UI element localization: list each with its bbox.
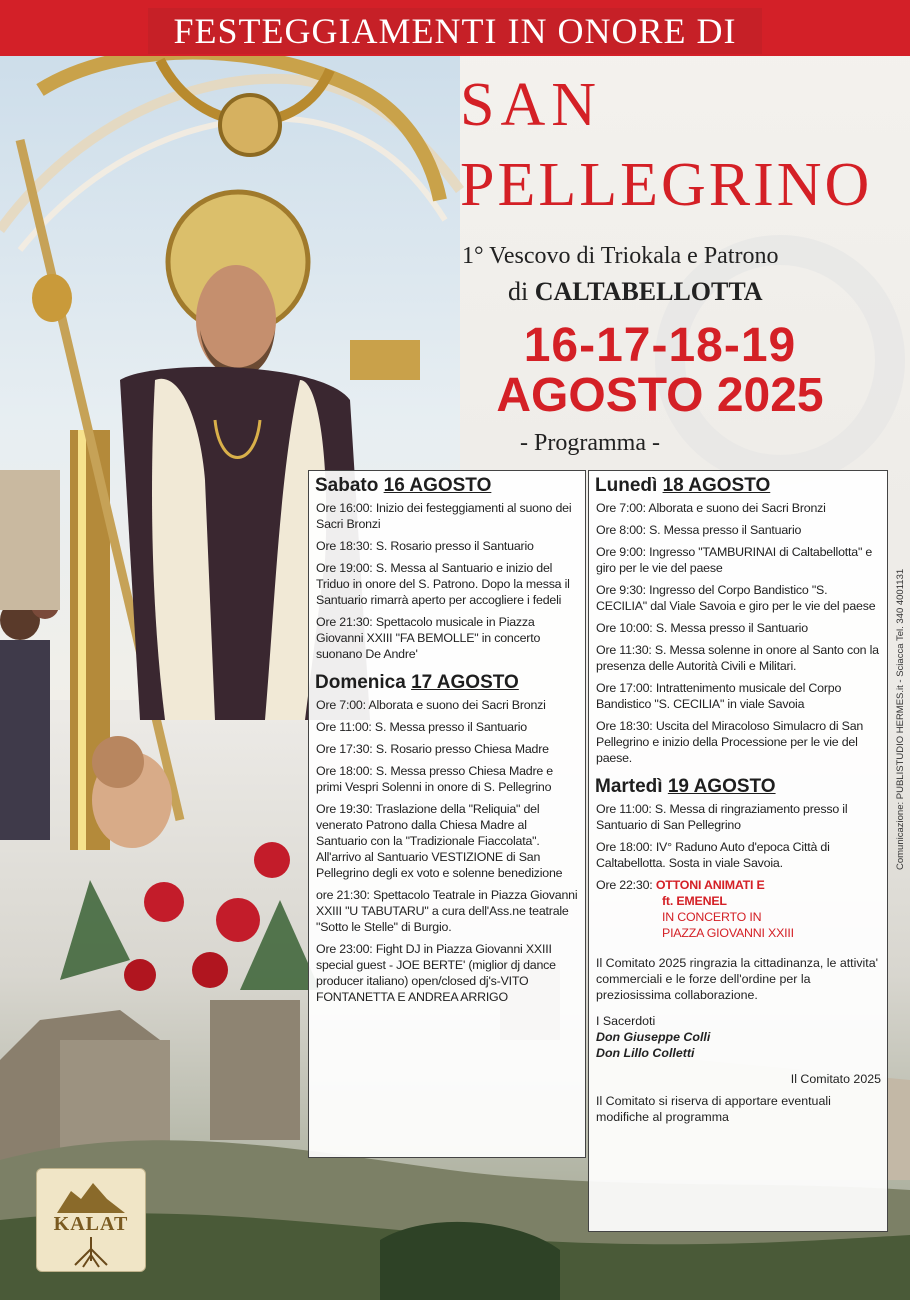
program-right-column [588, 470, 888, 1232]
event-time: Ore 19:30: [316, 802, 373, 816]
event-description: S. Messa presso il Santuario [374, 720, 527, 734]
event-description: Spettacolo musicale in Piazza Giovanni XXIII "FA BEMOLLE" in concerto suonano De Andre' [316, 615, 541, 661]
event-description: S. Messa presso il Santuario [649, 523, 802, 537]
event-description: S. Messa di ringraziamento presso il Santuario di San Pellegrino [596, 802, 848, 832]
highlight-line2: ft. EMENEL [662, 894, 727, 908]
sacerdoti-label: I Sacerdoti [596, 1014, 656, 1028]
event-highlight [596, 877, 881, 941]
highlight-line3: IN CONCERTO IN [662, 910, 762, 924]
event-description: S. Messa solenne in onore al Santo con la presenza delle Autorità Civili e Militari. [596, 643, 879, 673]
event-description: Spettacolo Teatrale in Piazza Giovanni XXIII "U TABUTARU" a cura dell'Ass.ne teatrale "Sotto le Stelle" di Burgio. [316, 888, 578, 934]
event-item [596, 500, 881, 516]
subtitle-town [508, 277, 763, 307]
highlight-line1: OTTONI ANIMATI E [655, 878, 765, 892]
event-item [596, 642, 881, 674]
event-description: Fight DJ in Piazza Giovanni XXIII special guest - JOE BERTE' (miglior dj dance producer italiano) open/closed dj's-VITO FONTANETTA E ANDREA ARRIGO [316, 942, 556, 1004]
event-time: Ore 18:30: [596, 719, 653, 733]
martedi-events [589, 801, 887, 871]
event-description: S. Rosario presso Chiesa Madre [375, 742, 549, 756]
event-description: S. Messa presso Chiesa Madre e primi Vespri Solenni in onore di S. Pellegrino [316, 764, 553, 794]
event-item [596, 544, 881, 576]
event-time: Ore 7:00: [316, 698, 366, 712]
event-item [316, 763, 579, 795]
thanks-note: Il Comitato 2025 ringrazia la cittadinanza, le attivita' commerciali e le forze dell'ordine per la preziosissima collaborazione. [596, 956, 878, 1002]
event-time: Ore 18:00: [596, 840, 653, 854]
programma-heading: - Programma - [520, 430, 660, 456]
event-item [316, 538, 579, 554]
event-item [316, 500, 579, 532]
event-time: Ore 18:30: [316, 539, 373, 553]
event-time: Ore 9:00: [596, 545, 646, 559]
event-time: Ore 17:30: [316, 742, 373, 756]
event-description: Ingresso "TAMBURINAI di Caltabellotta" e giro per le vie del paese [596, 545, 873, 575]
event-description: Ingresso del Corpo Bandistico "S. CECILIA" dal Viale Savoia e giro per le vie del paese [596, 583, 876, 613]
event-description: Alborata e suono dei Sacri Bronzi [368, 698, 546, 712]
event-item [596, 620, 881, 636]
title-san: SAN [460, 71, 603, 139]
event-time: Ore 10:00: [596, 621, 653, 635]
day-heading-lunedi [595, 475, 887, 497]
program-left-column [308, 470, 586, 1158]
event-item [316, 801, 579, 881]
subtitle-vescovo: 1° Vescovo di Triokala e Patrono [462, 243, 779, 269]
event-time: Ore 11:30: [596, 643, 652, 657]
event-time: Ore 22:30: [596, 878, 653, 892]
domenica-events [309, 697, 585, 1005]
event-time: Ore 18:00: [316, 764, 373, 778]
title-pellegrino: PELLEGRINO [460, 151, 873, 219]
festival-month-year: AGOSTO 2025 [496, 369, 824, 422]
event-item [596, 839, 881, 871]
banner-title: FESTEGGIAMENTI IN ONORE DI [173, 11, 737, 51]
event-item [596, 718, 881, 766]
event-item [316, 741, 579, 757]
event-description: Traslazione della "Reliquia" del venerato Patrono dalla Chiesa Madre al Santuario con la "Tradizionale Fiaccolata". All'arrivo al Santuario VESTIZIONE di San Pellegrino degli ex voto e solenne benedizione [316, 802, 563, 880]
day-heading-sabato [315, 475, 585, 497]
event-time: Ore 17:00: [596, 681, 653, 695]
subtitle-town-name: CALTABELLOTTA [534, 277, 763, 306]
event-description: Uscita del Miracoloso Simulacro di San Pellegrino e inizio della Processione per le vie del paese. [596, 719, 864, 765]
highlight-line4: PIAZZA GIOVANNI XXIII [662, 926, 794, 940]
sabato-events [309, 500, 585, 662]
event-description: S. Messa al Santuario e inizio del Triduo in onore del S. Patrono. Dopo la messa il Santuario rimarrà aperto per accogliere i fedeli [316, 561, 570, 607]
day-name: Sabato [315, 475, 379, 496]
event-item [596, 582, 881, 614]
event-item [316, 941, 579, 1005]
event-time: ore 21:30: [316, 888, 370, 902]
day-date: 18 AGOSTO [662, 475, 771, 496]
subtitle-prefix: di [508, 277, 529, 306]
event-time: Ore 21:30: [316, 615, 373, 629]
event-time: Ore 9:30: [596, 583, 646, 597]
event-item [596, 680, 881, 712]
lunedi-events [589, 500, 887, 766]
event-time: Ore 19:00: [316, 561, 373, 575]
day-heading-domenica [315, 672, 585, 694]
event-item [316, 719, 579, 735]
day-date: 16 AGOSTO [383, 475, 492, 496]
event-time: Ore 16:00: [316, 501, 373, 515]
event-description: Alborata e suono dei Sacri Bronzi [648, 501, 826, 515]
event-time: Ore 7:00: [596, 501, 646, 515]
event-description: S. Messa presso il Santuario [655, 621, 808, 635]
event-time: Ore 11:00: [316, 720, 372, 734]
event-item [316, 560, 579, 608]
event-description: Intrattenimento musicale del Corpo Bandistico "S. CECILIA" in viale Savoia [596, 681, 842, 711]
event-time: Ore 23:00: [316, 942, 373, 956]
committee-signature: Il Comitato 2025 [790, 1072, 881, 1086]
day-name: Lunedì [595, 475, 658, 496]
event-description: IV° Raduno Auto d'epoca Città di Caltabellotta. Sosta in viale Savoia. [596, 840, 830, 870]
priest-name: Don Lillo Colletti [596, 1046, 695, 1060]
day-heading-martedi [595, 776, 887, 798]
festival-dates: 16-17-18-19 [523, 319, 797, 372]
event-description: S. Rosario presso il Santuario [375, 539, 534, 553]
printer-credit: Comunicazione: PUBLISTUDIO HERMES.it - Sciacca Tel. 340 4001131 [895, 568, 906, 870]
kalat-logo [36, 1168, 146, 1272]
day-date: 19 AGOSTO [667, 776, 776, 797]
priest-name: Don Giuseppe Colli [596, 1030, 711, 1044]
logo-text: KALAT [53, 1213, 129, 1235]
event-time: Ore 11:00: [596, 802, 652, 816]
event-item [316, 697, 579, 713]
day-name: Domenica [315, 672, 406, 693]
day-name: Martedì [595, 776, 663, 797]
event-item [316, 614, 579, 662]
event-item [596, 522, 881, 538]
day-date: 17 AGOSTO [411, 672, 519, 693]
event-time: Ore 8:00: [596, 523, 646, 537]
event-description: Inizio dei festeggiamenti al suono dei Sacri Bronzi [316, 501, 572, 531]
event-item [596, 801, 881, 833]
event-item [316, 887, 579, 935]
disclaimer-note: Il Comitato si riserva di apportare eventuali modifiche al programma [596, 1094, 831, 1124]
